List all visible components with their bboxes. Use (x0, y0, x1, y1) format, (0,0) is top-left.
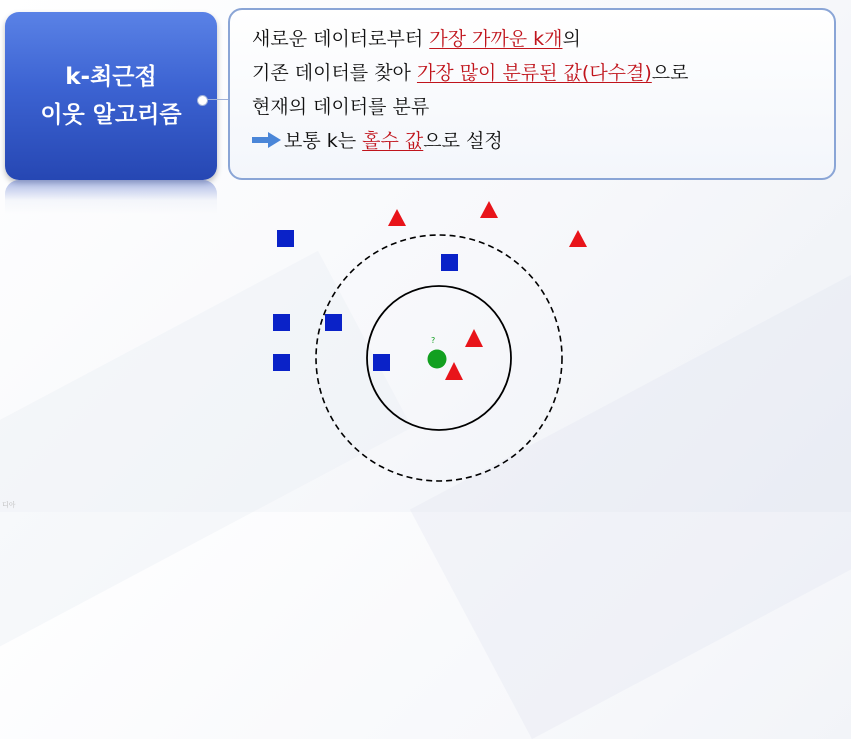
highlight-nearest-k: 가장 가까운 k개 (429, 28, 563, 50)
square-point (273, 354, 290, 371)
triangle-point (569, 230, 587, 247)
square-point (373, 354, 390, 371)
title-line2: 이웃 알고리즘 (40, 102, 182, 128)
query-label: ? (431, 336, 436, 345)
square-point (277, 230, 294, 247)
line4-suffix: 으로 설정 (423, 130, 503, 152)
description-line3: 현재의 데이터를 분류 (252, 96, 430, 118)
title-line1: k-최근접 (65, 64, 157, 90)
line1-text: 새로운 데이터로부터 (252, 28, 430, 50)
highlight-odd-value: 홀수 값 (362, 130, 424, 152)
query-point (428, 350, 447, 369)
highlight-majority: 가장 많이 분류된 값(다수결) (416, 62, 652, 84)
line4-text: 보통 k는 (284, 130, 363, 152)
square-point (325, 314, 342, 331)
triangle-point (480, 201, 498, 218)
triangle-point (445, 362, 463, 380)
line2-suffix: 으로 (651, 62, 689, 84)
square-point (441, 254, 458, 271)
triangle-point (465, 329, 483, 347)
line2-text: 기존 데이터를 찾아 (252, 62, 417, 84)
watermark: 디아 (2, 501, 16, 509)
square-point (273, 314, 290, 331)
triangle-point (388, 209, 406, 226)
line1-suffix: 의 (562, 28, 581, 50)
